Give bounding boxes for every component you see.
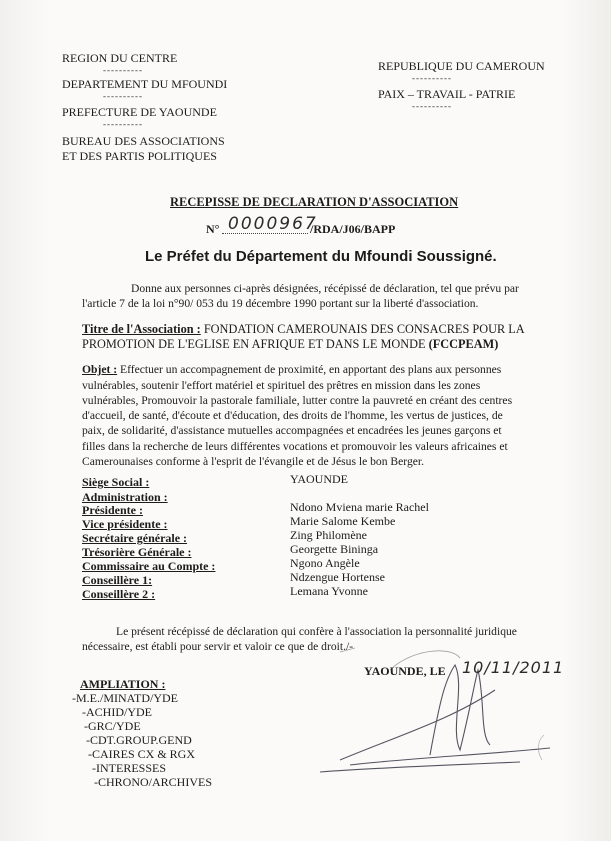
separator: ---------- [412,101,452,111]
objet-label: Objet : [82,363,118,376]
ampliation-item: -CHRONO/ARCHIVES [94,775,213,789]
association-name-part1: FONDATION CAMEROUNAIS DES CONSACRES POUR LA [200,322,525,336]
region-label: REGION DU CENTRE [62,51,178,65]
ampliation-item: -GRC/YDE [84,719,141,733]
departement-label: DEPARTEMENT DU MFOUNDI [62,77,228,91]
officer-name: Ndzengue Hortense [290,570,385,584]
receipt-number-suffix: /RDA/J06/BAPP [310,222,396,236]
ampliation-item: -M.E./MINATD/YDE [72,691,178,705]
objet-line: vulnérables, soutenir l'effort matériel et spirituel des prêtres en mission dans les zones [82,379,481,392]
officer-role: Commissaire au Compte : [82,559,216,573]
officer-role: Siège Social : [82,475,150,489]
receipt-number-prefix: N° [206,222,220,236]
officer-role: Vice présidente : [82,517,168,531]
separator: ---------- [412,73,452,83]
officer-name: Georgette Bininga [290,542,379,556]
separator: ---------- [103,91,143,101]
prefecture-label: PREFECTURE DE YAOUNDE [62,105,217,119]
receipt-number-handwritten: 0000967 [228,214,318,234]
association-label: Titre de l'Association : [82,322,201,336]
objet-line: vulnérables, Promouvoir la pastorale familiale, lutter contre la pauvreté en créant des centres [82,394,513,407]
objet-line: filles dans la recherche de leurs différentes vocations et promouvoir les valeurs africaines et [82,440,508,453]
officer-name: Zing Philomène [290,528,367,542]
officer-name: Marie Salome Kembe [290,514,396,528]
prefect-signature [280,640,570,780]
prefect-heading: Le Préfet du Département du Mfoundi Soussigné. [145,248,497,265]
ampliation-label: AMPLIATION : [80,677,166,691]
objet-line: paix, de solidarité, d'assistance mutuelles accompagnées et encadrées les jeunes garçons et [82,424,502,437]
date-handwritten: 10/11/2011 [462,658,565,677]
association-title-line2 [82,337,498,352]
bureau-label-line1: BUREAU DES ASSOCIATIONS [62,134,225,148]
separator: ---------- [103,65,143,75]
ampliation-item: -INTERESSES [92,761,167,775]
officer-role: Secrétaire générale : [82,531,188,545]
officer-role: Conseillère 1: [82,573,153,587]
receipt-title: RECEPISSE DE DECLARATION D'ASSOCIATION [170,195,459,209]
objet-line: d'accueil, de santé, d'écoute et d'éducation, des droits de l'homme, les vertus de justices, de [82,409,503,422]
officer-role: Trésorière Générale : [82,545,192,559]
officer-role: Conseillère 2 : [82,587,156,601]
ampliation-item: -CDT.GROUP.GEND [86,733,192,747]
officer-role: Présidente : [82,503,143,517]
separator: ---------- [103,119,143,129]
intro-line-2: l'article 7 de la loi n°90/ 053 du 19 décembre 1990 portant sur la liberté d'association. [82,297,479,310]
officer-name: Ndono Mviena marie Rachel [290,500,429,514]
ampliation-item: -ACHID/YDE [82,705,152,719]
officer-name: Ngono Angèle [290,556,360,570]
objet-line: Camerounaises conforme à l'esprit de l'évangile et de Jésus le bon Berger. [82,455,425,468]
closing-line-2: nécessaire, est établi pour servir et valoir ce que de droit./- [82,640,354,653]
objet-line-1 [82,362,501,377]
objet-text-start: Effectuer un accompagnement de proximité, en apportant des plans aux personnes [117,363,502,376]
officer-role: Administration : [82,490,168,504]
association-acronym: (FCCPEAM) [428,337,499,351]
motto-label: PAIX – TRAVAIL - PATRIE [378,87,516,101]
officer-name: Lemana Yvonne [290,584,368,598]
place-label: YAOUNDE, LE [364,664,446,678]
bureau-label-line2: ET DES PARTIS POLITIQUES [62,149,217,163]
ampliation-item: -CAIRES CX & RGX [88,747,196,761]
association-title-line1 [82,322,525,337]
closing-line-1: Le présent récépissé de déclaration qui confère à l'association la personnalité juridique [116,625,517,638]
number-dotted-line [222,233,308,234]
republic-label: REPUBLIQUE DU CAMEROUN [378,59,545,73]
officer-name: YAOUNDE [290,472,348,486]
intro-line-1: Donne aux personnes ci-après désignées, récépissé de déclaration, tel que prévu par [131,282,519,295]
association-name-part2: PROMOTION DE L'EGLISE EN AFRIQUE ET DANS LE MONDE [82,337,429,351]
